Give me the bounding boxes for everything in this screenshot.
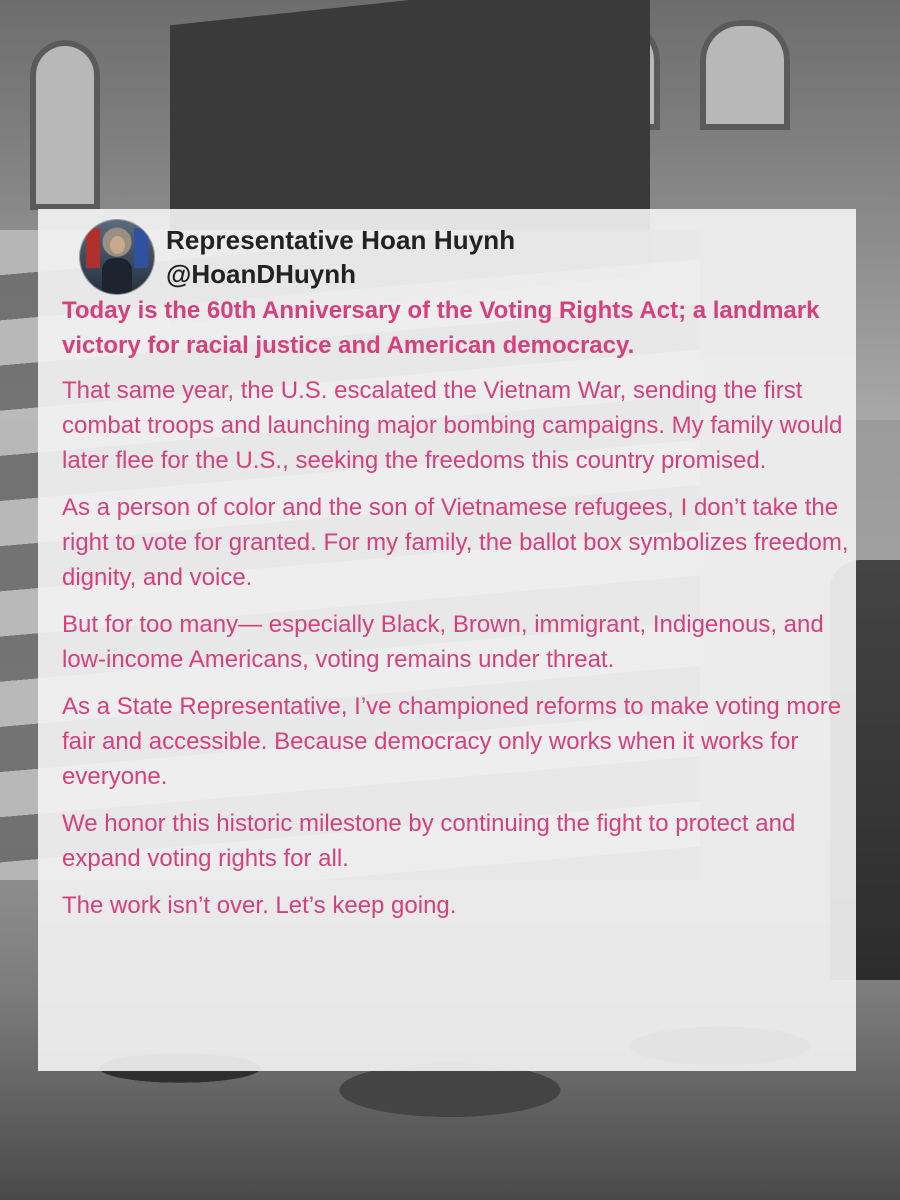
tweet-paragraph: We honor this historic milestone by continuing the fight to protect and expand voting rights for all.: [62, 810, 796, 872]
user-handle[interactable]: @HoanDHuynh: [166, 259, 357, 289]
avatar-flag-right: [134, 228, 148, 268]
avatar[interactable]: [80, 220, 154, 294]
tweet-paragraph: As a State Representative, I’ve championed reforms to make voting more fair and accessible. Because democracy only works when it works for everyone.: [62, 693, 842, 790]
avatar-torso: [102, 258, 132, 294]
tweet-paragraph: That same year, the U.S. escalated the Vietnam War, sending the first combat troops and launching major bombing campaigns. My family would later flee for the U.S., seeking the freedoms this country promised.: [62, 377, 843, 474]
author-block: [166, 223, 515, 291]
display-name[interactable]: Representative Hoan Huynh: [166, 225, 516, 255]
tweet-paragraph: The work isn’t over. Let’s keep going.: [62, 892, 457, 919]
tweet-paragraph: But for too many— especially Black, Brown, immigrant, Indigenous, and low-income Americans, voting remains under threat.: [62, 611, 824, 673]
background-window: [700, 20, 790, 130]
tweet-paragraph: As a person of color and the son of Vietnamese refugees, I don’t take the right to vote for granted. For my family, the ballot box symbolizes freedom, dignity, and voice.: [62, 494, 849, 591]
background-window: [30, 40, 100, 210]
tweet-body: [62, 293, 852, 935]
avatar-flag-left: [86, 228, 100, 268]
tweet-card: [38, 209, 856, 1071]
tweet-header: [80, 217, 515, 297]
tweet-lead: Today is the 60th Anniversary of the Voting Rights Act; a landmark victory for racial justice and American democracy.: [62, 297, 820, 359]
avatar-head: [110, 236, 125, 254]
